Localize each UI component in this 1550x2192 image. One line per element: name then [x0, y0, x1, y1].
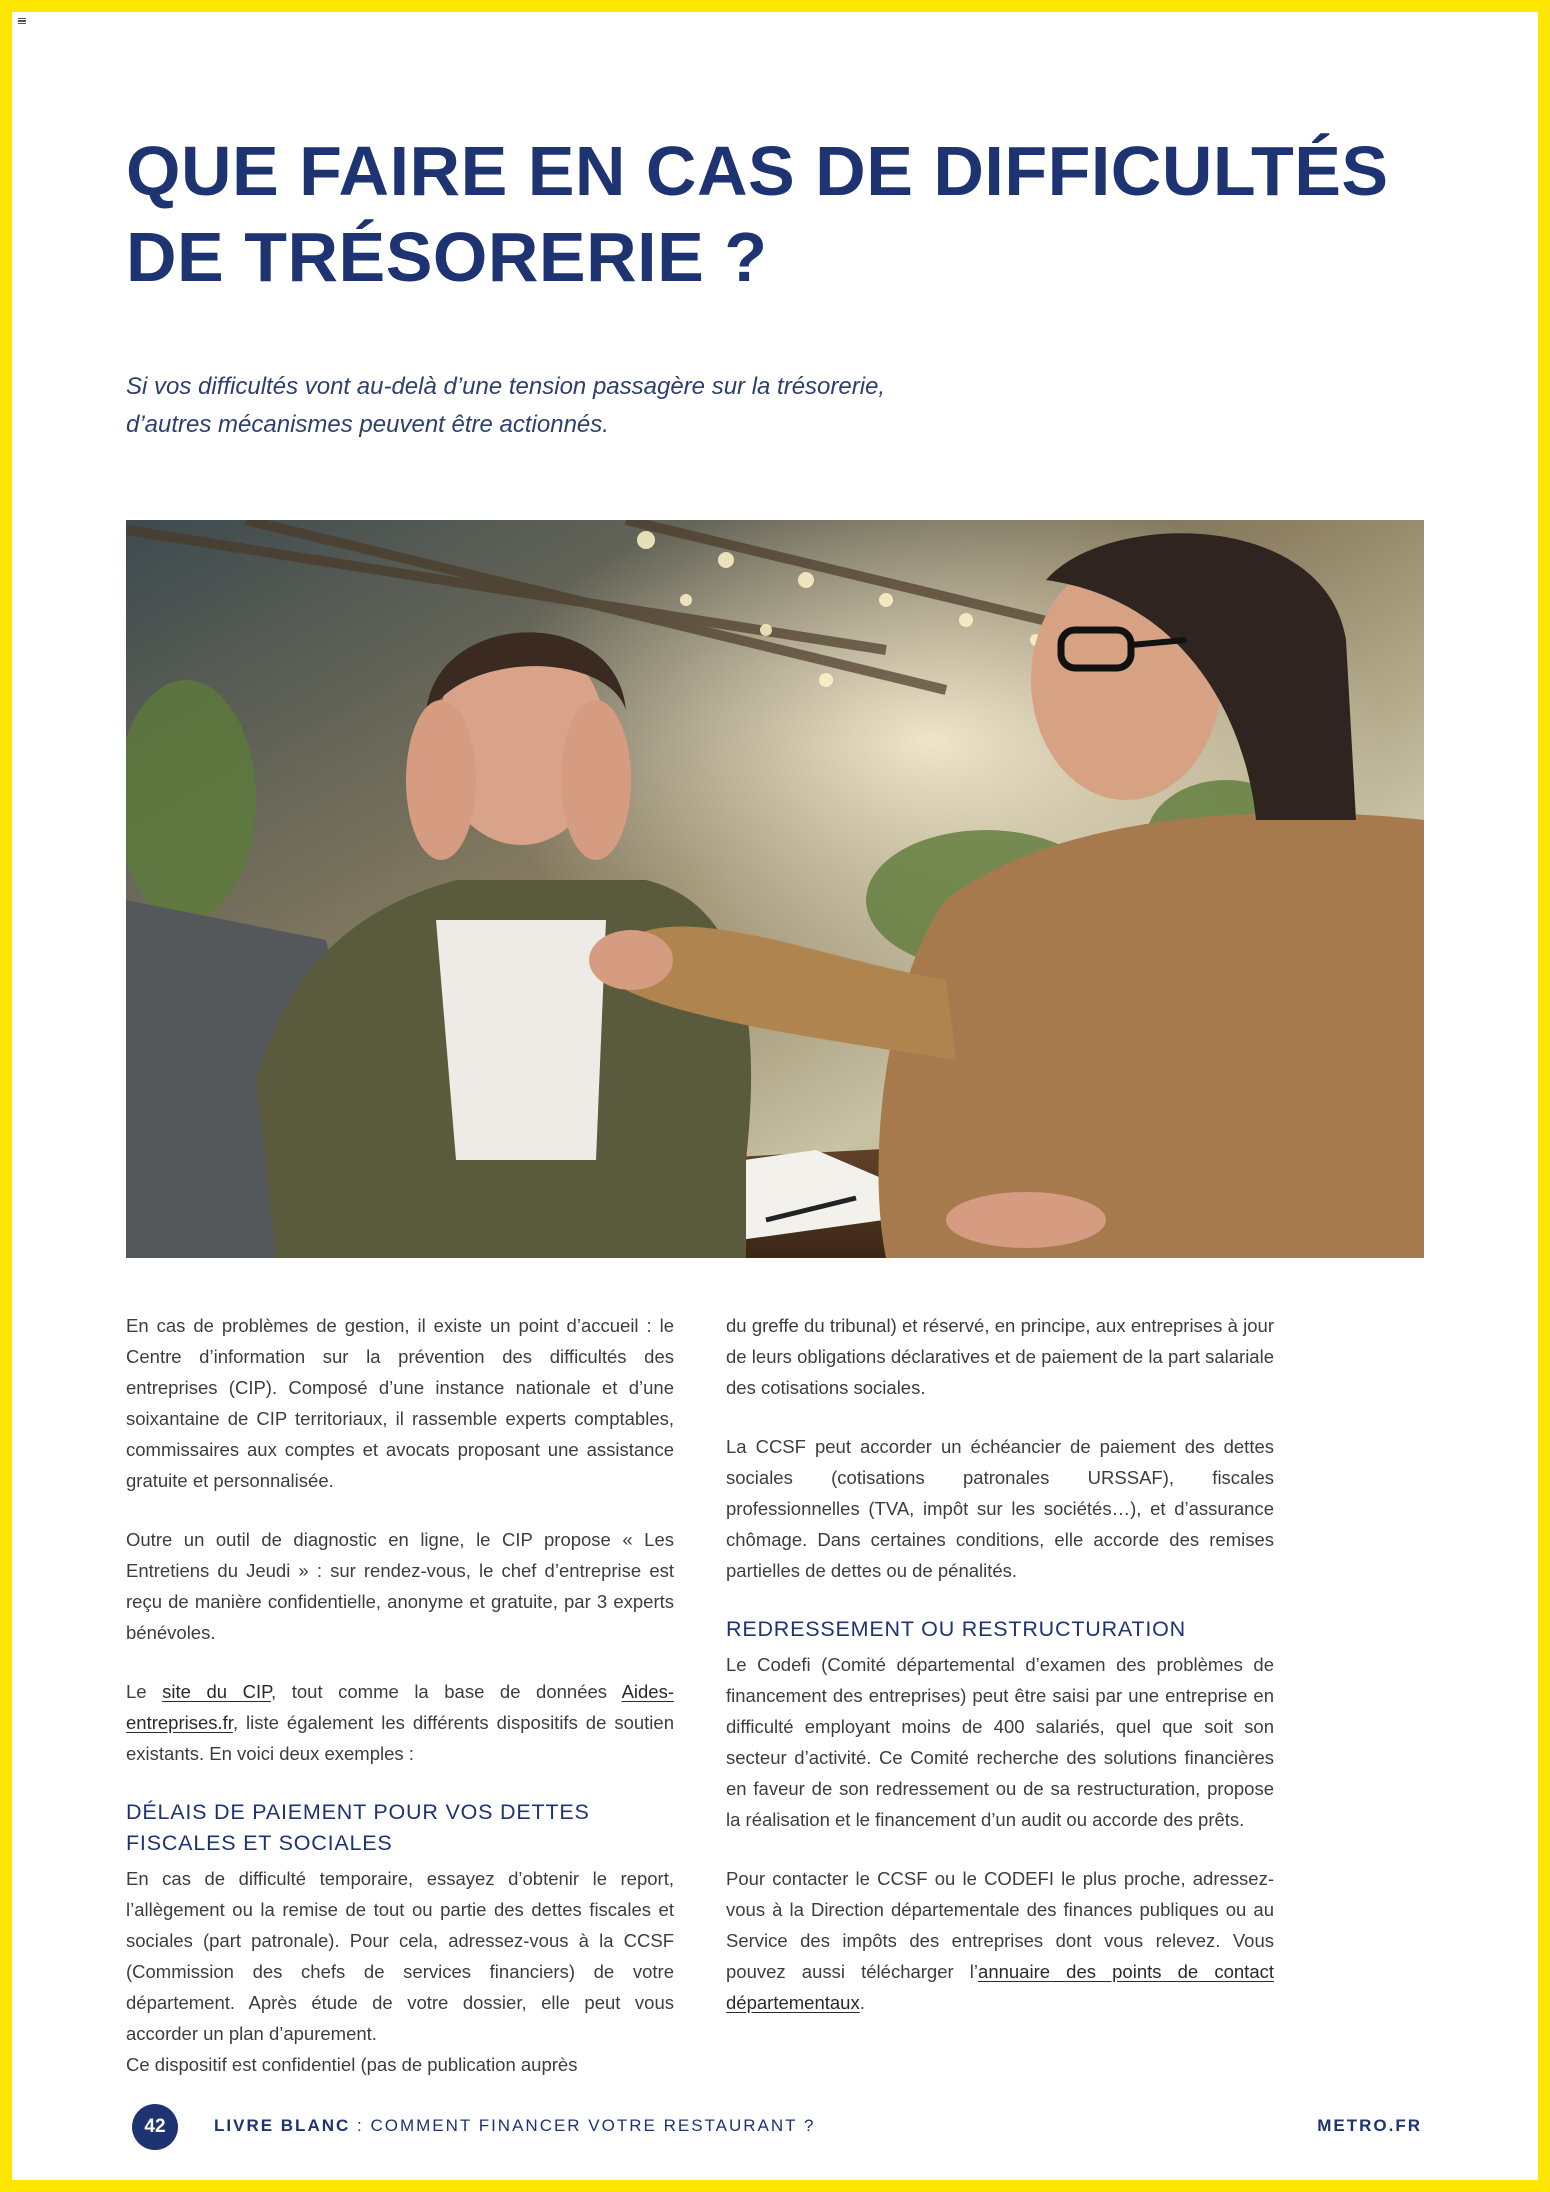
intro-line-2: d’autres mécanismes peuvent être actionnés. [126, 411, 609, 438]
echeancier-paragraph: La CCSF peut accorder un échéancier de paiement des dettes sociales (cotisations patronales URSSAF), fiscales professionnelles (TVA, impôt sur les sociétés…), et d’assurance chômage. Dans certaines conditions, elle accorde des remises partielles de dettes ou de pénalités. [726, 1436, 1274, 1581]
hero-photo-illustration [126, 520, 1424, 1258]
footer-site-link[interactable]: METRO.FR [1317, 2116, 1422, 2135]
resources-text-start: Le [126, 1681, 163, 1702]
contact-text-start: Pour contacter le CCSF ou le CODEFI le plus proche, adressez-vous à la Direction départementale des finances publiques ou au Service des impôts des entreprises dont vous relevez. Vous pouvez aussi télécharger l’ [726, 1868, 1274, 1982]
aides-entreprises-link[interactable]: Aides-entreprises.fr [126, 1681, 675, 1733]
intro-line-1: Si vos difficultés vont au-delà d’une tension passagère sur la trésorerie, [126, 373, 886, 400]
confidential-paragraph: Ce dispositif est confidentiel (pas de publication auprès [126, 2054, 578, 2075]
page-number-badge: 42 [132, 2104, 178, 2150]
cip-intro-paragraph: En cas de problèmes de gestion, il existe un point d’accueil : le Centre d’information sur la prévention des difficultés des entreprises (CIP). Composé d’une instance nationale et d’une soixantaine de CIP territoriaux, il rassemble experts comptables, commissaires aux comptes et avocats proposant une assistance gratuite et personnalisée. [126, 1315, 674, 1491]
contact-text-end: . [859, 1992, 865, 2013]
section-heading-delais-line-1: DÉLAIS DE PAIEMENT POUR VOS DETTES [126, 1800, 590, 1824]
page-title-line-1: QUE FAIRE EN CAS DE DIFFICULTÉS [126, 132, 1389, 210]
page-title-line-2: DE TRÉSORERIE ? [126, 218, 768, 296]
footer-title [214, 2116, 815, 2136]
footer-title-bold: LIVRE BLANC [214, 2116, 351, 2135]
resources-paragraph [126, 1676, 674, 1769]
intro-text [126, 368, 1126, 444]
resources-text-end: , liste également les différents dispositifs de soutien existants. En voici deux exemples : [126, 1712, 674, 1764]
resources-text-middle: , tout comme la base de données [271, 1681, 622, 1702]
page-footer [132, 2104, 1422, 2152]
right-column [726, 1310, 1274, 2046]
section-heading-delais [126, 1797, 674, 1859]
greffe-paragraph: du greffe du tribunal) et réservé, en principe, aux entreprises à jour de leurs obligations déclaratives et de paiement de la part salariale des cotisations sociales. [726, 1315, 1274, 1398]
menu-icon[interactable] [18, 18, 26, 24]
section-heading-redressement: REDRESSEMENT OU RESTRUCTURATION [726, 1617, 1187, 1641]
footer-title-rest: : COMMENT FINANCER VOTRE RESTAURANT ? [350, 2116, 816, 2135]
codefi-paragraph: Le Codefi (Comité départemental d’examen des problèmes de financement des entreprises) peut être saisi par une entreprise en difficulté employant moins de 400 salariés, quel que soit son secteur d’activité. Ce Comité recherche des solutions financières en faveur de son redressement ou de sa restructuration, propose la réalisation et le financement d’un audit ou accorde des prêts. [726, 1654, 1274, 1830]
cip-site-link[interactable]: site du CIP [162, 1681, 272, 1702]
contact-paragraph [726, 1863, 1274, 2018]
ccsf-paragraph: En cas de difficulté temporaire, essayez d’obtenir le report, l’allègement ou la remise de tout ou partie des dettes fiscales et sociales (part patronale). Pour cela, adressez-vous à la CCSF (Commission des chefs de services financiers) de votre département. Après étude de votre dossier, elle peut vous accorder un plan d’apurement. [126, 1868, 674, 2044]
page-title [126, 128, 1426, 300]
cip-entretiens-paragraph: Outre un outil de diagnostic en ligne, le CIP propose « Les Entretiens du Jeudi » : sur rendez-vous, le chef d’entreprise est reçu de manière confidentielle, anonyme et gratuite, par 3 experts bénévoles. [126, 1529, 674, 1643]
annuaire-link[interactable]: annuaire des points de contact départementaux [726, 1961, 1274, 2013]
left-column [126, 1310, 674, 2080]
section-heading-delais-line-2: FISCALES ET SOCIALES [126, 1831, 393, 1855]
hero-photo [126, 520, 1424, 1258]
